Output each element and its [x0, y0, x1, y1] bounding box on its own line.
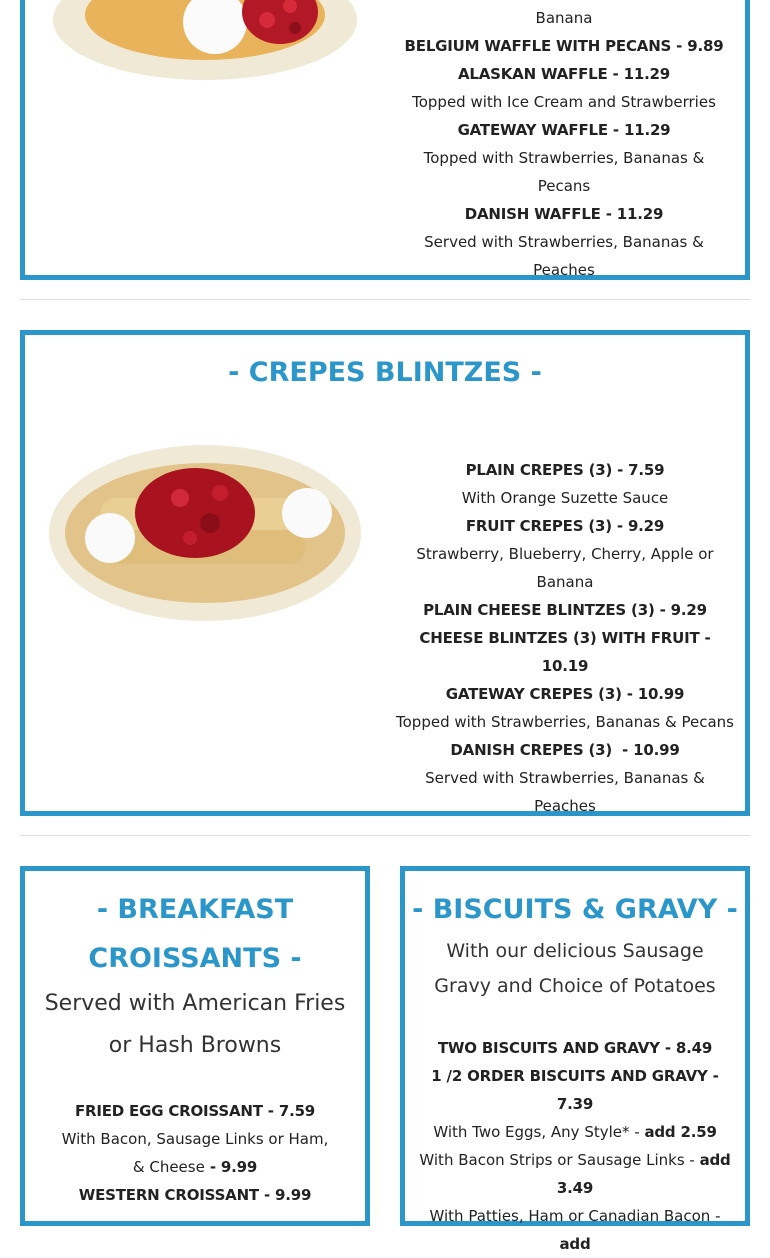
biscuits-subtitle: With our delicious Sausage Gravy and Choice of Potatoes [434, 940, 716, 997]
section-divider [20, 835, 750, 836]
biscuits-menu-list [412, 1034, 738, 1258]
biscuits-heading: - BISCUITS & GRAVY - [412, 894, 738, 925]
croissants-heading: - BREAKFAST CROISSANTS - [88, 894, 302, 974]
biscuit-addon-price: add 3.49 [556, 1151, 731, 1197]
section-divider [20, 299, 750, 300]
croissant-item-name: FRIED EGG CROISSANT - 7.59 [74, 1102, 316, 1120]
biscuit-addon-text: With Bacon Strips or Sausage Links - [419, 1151, 700, 1169]
waffle-item-name: BELGIUM WAFFLE WITH PECANS - 9.89 [404, 37, 724, 55]
crepe-item-name: FRUIT CREPES (3) - 9.29 [465, 517, 665, 535]
crepe-item-name: PLAIN CHEESE BLINTZES (3) - 9.29 [423, 601, 707, 619]
biscuit-item-name: 1 /2 ORDER BISCUITS AND GRAVY - 7.39 [431, 1067, 719, 1113]
croissant-item-name: WESTERN CROISSANT - 9.99 [78, 1186, 312, 1204]
biscuit-addon-text: With Two Eggs, Any Style* - [433, 1123, 645, 1141]
crepe-item-name: GATEWAY CREPES (3) - 10.99 [445, 685, 685, 703]
waffle-desc: Topped with Ice Cream and Strawberries [412, 93, 716, 111]
biscuit-addon-price: add 2.59 [644, 1123, 717, 1141]
crepes-plate-image [45, 438, 365, 628]
waffle-item-name: ALASKAN WAFFLE - 11.29 [457, 65, 671, 83]
crepe-item-name: PLAIN CREPES (3) - 7.59 [465, 461, 665, 479]
crepe-desc: With Orange Suzette Sauce [461, 489, 669, 507]
crepes-heading: - CREPES BLINTZES - [228, 357, 542, 388]
croissant-desc: With Bacon, Sausage Links or Ham, & Cheese [61, 1130, 329, 1176]
biscuit-addon-text: With Patties, Ham or Canadian Bacon - [429, 1207, 721, 1225]
crepe-desc: Topped with Strawberries, Bananas & Pecans [396, 713, 734, 731]
waffle-desc: Topped with Strawberries, Bananas & Pecans [423, 149, 705, 195]
biscuit-addon-line [412, 1146, 738, 1202]
waffles-menu-list [396, 4, 732, 284]
waffle-item-name: GATEWAY WAFFLE - 11.29 [457, 121, 671, 139]
biscuit-addon-line [412, 1202, 738, 1258]
crepe-desc: Strawberry, Blueberry, Cherry, Apple or Banana [416, 545, 714, 591]
crepes-menu-list [396, 456, 734, 820]
biscuit-addon-price: add [559, 1235, 591, 1253]
crepe-item-name: CHEESE BLINTZES (3) WITH FRUIT - 10.19 [419, 629, 711, 675]
croissants-subtitle: Served with American Fries or Hash Browns [44, 991, 346, 1058]
waffle-plate-image [45, 0, 365, 100]
croissant-desc-line [45, 1125, 345, 1181]
waffle-desc: Served with Strawberries, Bananas & Peaches [424, 233, 704, 279]
waffle-item-name: DANISH WAFFLE - 11.29 [464, 205, 664, 223]
crepe-desc: Served with Strawberries, Bananas & Peaches [425, 769, 705, 815]
croissants-menu-list [45, 1097, 345, 1209]
waffle-desc: Banana [535, 9, 593, 27]
croissant-price: - 9.99 [204, 1158, 258, 1176]
crepe-item-name: DANISH CREPES (3) - 10.99 [450, 741, 680, 759]
biscuit-addon-line [412, 1118, 738, 1146]
biscuit-item-name: TWO BISCUITS AND GRAVY - 8.49 [437, 1039, 713, 1057]
